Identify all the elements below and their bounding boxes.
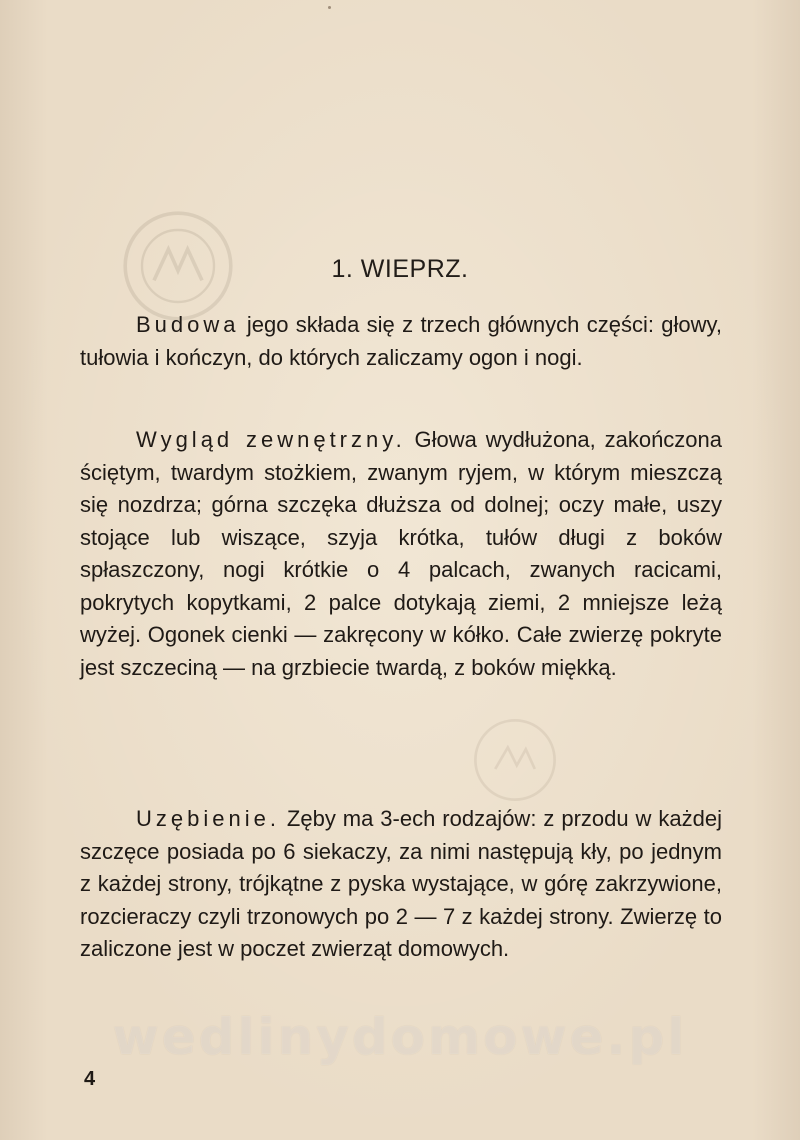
paragraph-budowa	[80, 309, 722, 374]
paragraph-lead: Uzębienie.	[136, 806, 280, 831]
paper-speck	[328, 6, 331, 9]
paragraph-body: jego składa się z trzech głównych części: głowy, tułowia i kończyn, do których zaliczamy ogon i nogi.	[80, 312, 722, 370]
paragraph-body: Głowa wydłużona, zakończona ściętym, twardym stożkiem, zwanym ryjem, w którym mieszczą się nozdrza; górna szczęka dłuższa od dolnej; oczy małe, uszy stojące lub wiszące, szyja krótka, tułów długi z boków spłaszczony, nogi krótkie o 4 palcach, zwanych racicami, pokrytych kopytkami, 2 palce dotykają ziemi, 2 mniejsze leżą wyżej. Ogonek cienki — zakręcony w kółko. Całe zwierzę pokryte jest szczeciną — na grzbiecie twardą, z boków miękką.	[80, 427, 723, 680]
page-number: 4	[84, 1068, 96, 1090]
watermark-text: wedlinydomowe.pl	[112, 1008, 688, 1066]
paragraph-body: Zęby ma 3-ech rodzajów: z przodu w każdej szczęce posiada po 6 siekaczy, za nimi następują kły, po jednym z każdej strony, trójkątne z pyska wystające, w górę zakrzywione, rozcieraczy czyli trzonowych po 2 — 7 z każdej strony. Zwierzę to zaliczone jest w poczet zwierząt domowych.	[80, 806, 722, 961]
paragraph-lead: Wygląd zewnętrzny.	[136, 427, 406, 452]
chapter-heading: 1. WIEPRZ.	[331, 255, 469, 283]
paragraph-uzebienie	[80, 803, 722, 966]
paragraph-wyglad	[80, 424, 722, 684]
watermark-stamp-icon	[470, 715, 560, 805]
paragraph-lead: Budowa	[136, 312, 240, 337]
